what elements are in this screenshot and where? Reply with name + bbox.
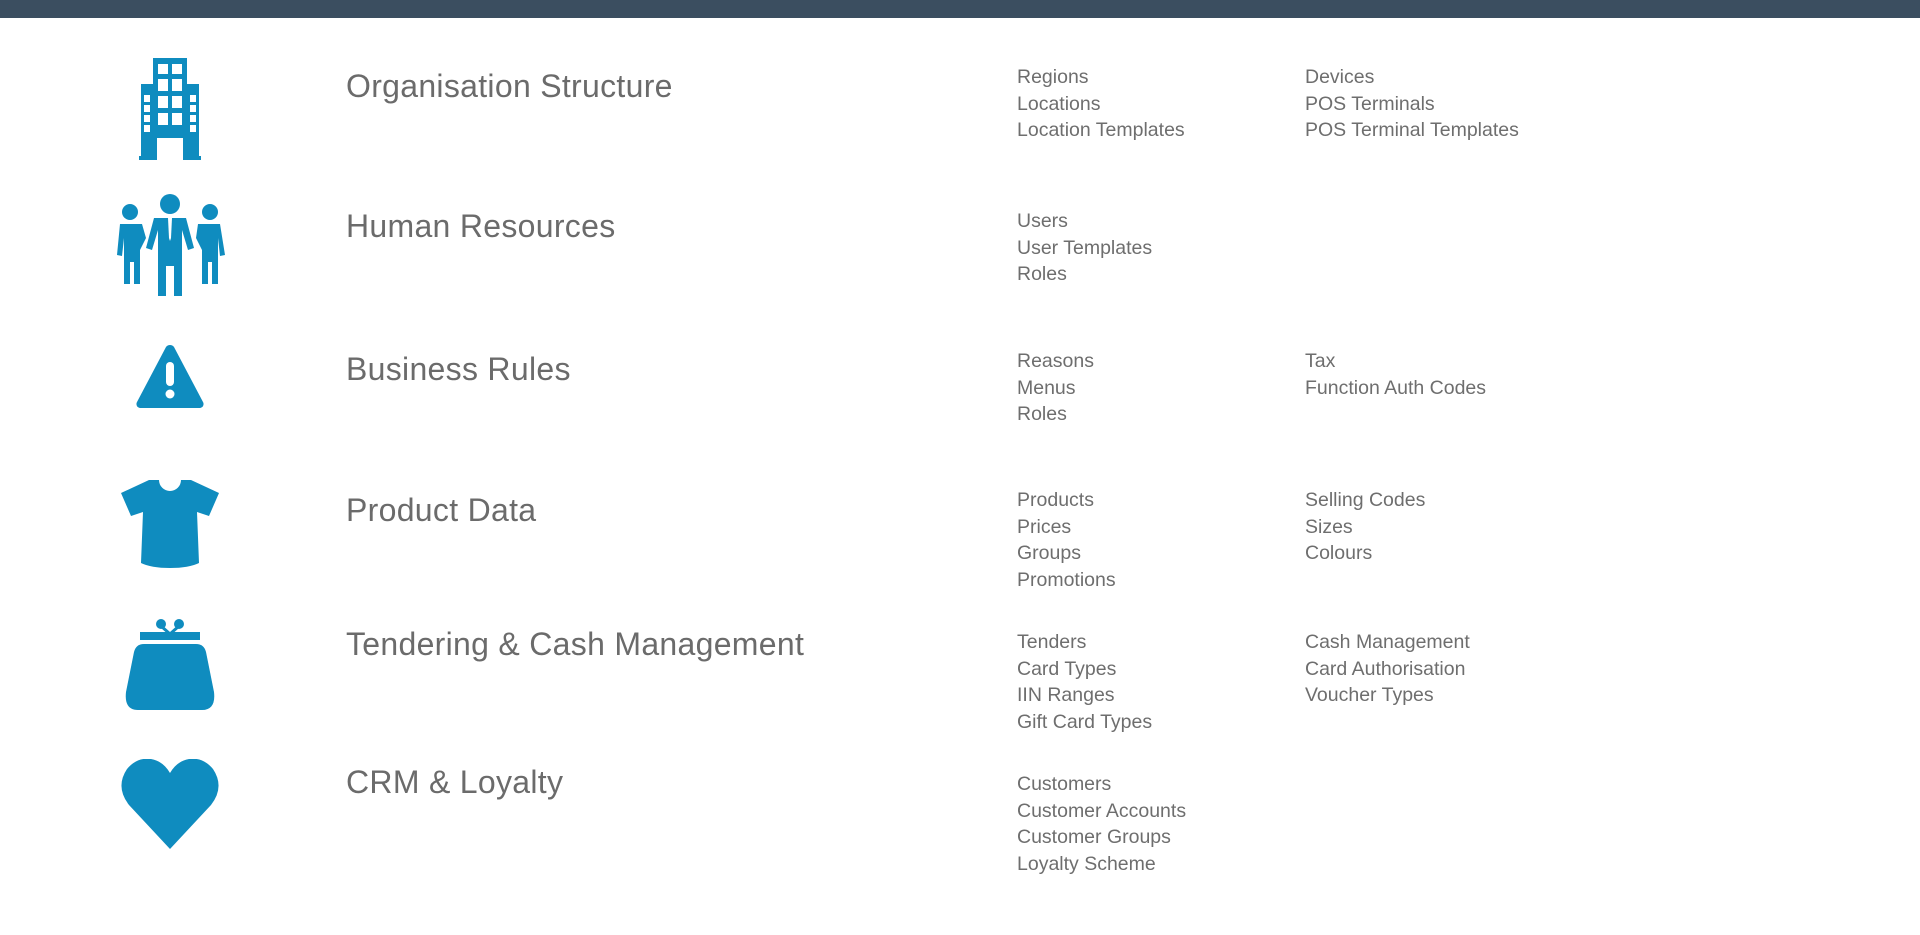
link-column-2 [1305, 64, 1519, 144]
link-column-1 [1017, 64, 1185, 144]
section-title: Human Resources [346, 208, 616, 244]
link-column-2 [1305, 487, 1425, 567]
link-users[interactable]: Users [1017, 210, 1068, 232]
building-icon [110, 58, 230, 168]
link-sizes[interactable]: Sizes [1305, 515, 1353, 538]
link-roles[interactable]: Roles [1017, 263, 1067, 285]
link-promotions[interactable]: Promotions [1017, 568, 1116, 591]
link-column-1 [1017, 771, 1186, 877]
top-header-bar [0, 0, 1920, 18]
link-gift-card-types[interactable]: Gift Card Types [1017, 710, 1153, 733]
section-title: Business Rules [346, 351, 571, 387]
link-customers[interactable]: Customers [1017, 773, 1112, 795]
heart-icon [110, 759, 230, 869]
link-column-1 [1017, 629, 1152, 735]
link-menus[interactable]: Menus [1017, 376, 1076, 399]
section-title: Tendering & Cash Management [346, 626, 805, 662]
link-devices[interactable]: Devices [1305, 66, 1375, 88]
link-location-templates[interactable]: Location Templates [1017, 119, 1185, 141]
link-tax[interactable]: Tax [1305, 350, 1336, 372]
link-roles[interactable]: Roles [1017, 403, 1067, 425]
link-customer-accounts[interactable]: Customer Accounts [1017, 799, 1187, 822]
purse-icon [110, 618, 230, 728]
link-column-1 [1017, 487, 1116, 593]
link-card-authorisation[interactable]: Card Authorisation [1305, 657, 1466, 680]
section-title: Organisation Structure [346, 68, 673, 104]
link-column-1 [1017, 208, 1152, 288]
link-pos-terminals[interactable]: POS Terminals [1305, 92, 1435, 115]
link-groups[interactable]: Groups [1017, 542, 1081, 564]
section-title: Product Data [346, 492, 537, 528]
link-column-2 [1305, 348, 1486, 401]
link-locations[interactable]: Locations [1017, 92, 1101, 115]
section-title: CRM & Loyalty [346, 764, 564, 800]
link-loyalty-scheme[interactable]: Loyalty Scheme [1017, 852, 1156, 875]
link-column-2 [1305, 629, 1470, 709]
link-card-types[interactable]: Card Types [1017, 657, 1117, 680]
link-prices[interactable]: Prices [1017, 515, 1072, 538]
link-pos-terminal-templates[interactable]: POS Terminal Templates [1305, 119, 1519, 141]
warning-icon [110, 344, 230, 454]
link-user-templates[interactable]: User Templates [1017, 236, 1153, 259]
tshirt-icon [110, 478, 230, 588]
link-customer-groups[interactable]: Customer Groups [1017, 826, 1171, 848]
link-tenders[interactable]: Tenders [1017, 631, 1087, 653]
link-products[interactable]: Products [1017, 489, 1094, 511]
link-iin-ranges[interactable]: IIN Ranges [1017, 684, 1115, 706]
link-reasons[interactable]: Reasons [1017, 350, 1094, 372]
link-selling-codes[interactable]: Selling Codes [1305, 489, 1426, 511]
link-colours[interactable]: Colours [1305, 542, 1373, 564]
people-icon [110, 192, 230, 302]
link-cash-management[interactable]: Cash Management [1305, 631, 1470, 653]
link-voucher-types[interactable]: Voucher Types [1305, 684, 1434, 706]
link-column-1 [1017, 348, 1094, 428]
link-function-auth-codes[interactable]: Function Auth Codes [1305, 376, 1487, 399]
link-regions[interactable]: Regions [1017, 66, 1089, 88]
